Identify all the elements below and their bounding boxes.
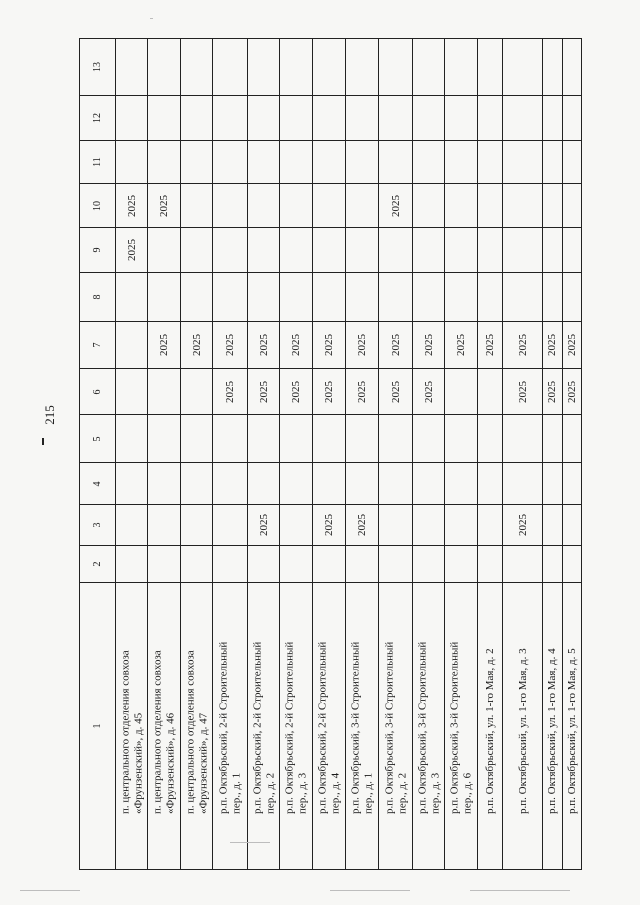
- address-cell: [562, 583, 582, 870]
- year-cell: [445, 228, 478, 273]
- year-cell: [181, 415, 213, 463]
- year-cell: [413, 228, 445, 273]
- year-cell: [478, 184, 503, 228]
- year-cell: [248, 273, 280, 322]
- year-cell: [543, 39, 563, 96]
- year-cell: [413, 505, 445, 546]
- year-cell: [116, 228, 148, 273]
- column-number-cell: [80, 583, 116, 870]
- address-cell: [213, 583, 248, 870]
- year-cell: [379, 546, 413, 583]
- address-cell: [346, 583, 379, 870]
- year-cell: [213, 273, 248, 322]
- year-cell: [379, 39, 413, 96]
- year-value: 2025: [565, 334, 578, 356]
- year-cell: [148, 184, 181, 228]
- year-cell: [503, 463, 543, 505]
- year-cell: [413, 546, 445, 583]
- address-cell: [445, 583, 478, 870]
- year-cell: [379, 228, 413, 273]
- year-cell: [181, 505, 213, 546]
- address-cell: [116, 583, 148, 870]
- year-cell: [248, 184, 280, 228]
- year-cell: [503, 141, 543, 184]
- year-value: 2025: [389, 194, 402, 217]
- address-cell: [248, 583, 280, 870]
- year-cell: [413, 141, 445, 184]
- year-cell: [346, 369, 379, 415]
- address-text: п. центрального отделения совхоза «Фрунзенский», д. 46: [151, 650, 176, 814]
- year-cell: [313, 96, 346, 141]
- year-cell: [181, 39, 213, 96]
- year-value: 2025: [125, 194, 138, 217]
- year-cell: [181, 184, 213, 228]
- column-number: 11: [91, 157, 103, 167]
- year-cell: [478, 463, 503, 505]
- year-cell: [116, 322, 148, 369]
- year-value: 2025: [223, 334, 236, 356]
- year-cell: [148, 463, 181, 505]
- year-cell: [116, 369, 148, 415]
- column-band-13: [80, 39, 582, 96]
- year-cell: [562, 141, 582, 184]
- year-cell: [346, 415, 379, 463]
- year-cell: [543, 505, 563, 546]
- year-cell: [503, 184, 543, 228]
- column-number-cell: [80, 463, 116, 505]
- year-cell: [503, 322, 543, 369]
- year-cell: [379, 322, 413, 369]
- year-cell: [148, 369, 181, 415]
- column-number: 7: [91, 342, 103, 348]
- year-cell: [445, 369, 478, 415]
- year-cell: [248, 546, 280, 583]
- column-number: 8: [91, 294, 103, 300]
- year-cell: [445, 39, 478, 96]
- column-band-2: [80, 546, 582, 583]
- year-cell: [503, 369, 543, 415]
- column-number: 9: [91, 247, 103, 253]
- year-cell: [313, 39, 346, 96]
- year-value: 2025: [422, 380, 435, 403]
- address-text: р.п. Октябрьский, ул. 1-го Мая, д. 4: [546, 648, 558, 814]
- names-band: [80, 583, 582, 870]
- year-cell: [116, 39, 148, 96]
- year-cell: [313, 505, 346, 546]
- year-cell: [562, 415, 582, 463]
- year-cell: [445, 505, 478, 546]
- year-cell: [248, 463, 280, 505]
- year-cell: [445, 273, 478, 322]
- address-cell: [503, 583, 543, 870]
- year-cell: [413, 96, 445, 141]
- year-cell: [116, 463, 148, 505]
- year-cell: [562, 96, 582, 141]
- year-cell: [478, 546, 503, 583]
- year-cell: [116, 505, 148, 546]
- year-cell: [562, 546, 582, 583]
- year-cell: [181, 463, 213, 505]
- column-band-4: [80, 463, 582, 505]
- year-cell: [248, 322, 280, 369]
- year-cell: [280, 96, 313, 141]
- year-cell: [478, 141, 503, 184]
- column-number-cell: [80, 39, 116, 96]
- address-text: п. центрального отделения совхоза «Фрунзенский», д. 47: [184, 650, 209, 814]
- year-cell: [313, 273, 346, 322]
- address-text: р.п. Октябрьский, 2-й Строительный пер., д. 1: [217, 641, 242, 814]
- scan-speck: [230, 842, 270, 843]
- year-cell: [346, 228, 379, 273]
- address-cell: [379, 583, 413, 870]
- year-value: 2025: [223, 380, 236, 403]
- year-cell: [413, 39, 445, 96]
- year-cell: [543, 184, 563, 228]
- year-cell: [213, 463, 248, 505]
- year-cell: [445, 96, 478, 141]
- year-cell: [379, 505, 413, 546]
- year-cell: [445, 184, 478, 228]
- year-value: 2025: [516, 514, 529, 536]
- year-cell: [413, 463, 445, 505]
- year-cell: [503, 415, 543, 463]
- year-cell: [280, 39, 313, 96]
- year-cell: [543, 228, 563, 273]
- year-cell: [181, 322, 213, 369]
- year-cell: [445, 546, 478, 583]
- year-cell: [543, 463, 563, 505]
- year-cell: [116, 546, 148, 583]
- column-number: 3: [91, 522, 103, 528]
- page-number: [38, 398, 62, 432]
- column-number-cell: [80, 273, 116, 322]
- year-cell: [280, 228, 313, 273]
- year-cell: [116, 96, 148, 141]
- year-cell: [280, 505, 313, 546]
- year-cell: [413, 184, 445, 228]
- year-cell: [503, 546, 543, 583]
- year-value: 2025: [355, 334, 368, 356]
- year-cell: [346, 184, 379, 228]
- scan-speck: [20, 890, 80, 891]
- address-text: п. центрального отделения совхоза «Фрунзенский», д. 45: [119, 650, 144, 814]
- year-cell: [248, 96, 280, 141]
- year-cell: [116, 415, 148, 463]
- year-cell: [313, 184, 346, 228]
- year-cell: [116, 141, 148, 184]
- year-cell: [543, 322, 563, 369]
- year-cell: [181, 546, 213, 583]
- address-cell: [413, 583, 445, 870]
- year-cell: [148, 228, 181, 273]
- year-value: 2025: [422, 334, 435, 356]
- year-cell: [313, 141, 346, 184]
- address-text: р.п. Октябрьский, ул. 1-го Мая, д. 3: [516, 648, 529, 814]
- year-value: 2025: [125, 239, 138, 261]
- year-cell: [280, 141, 313, 184]
- year-cell: [213, 228, 248, 273]
- year-cell: [148, 273, 181, 322]
- address-text: р.п. Октябрьский, ул. 1-го Мая, д. 5: [565, 648, 578, 814]
- column-number-cell: [80, 369, 116, 415]
- column-band-8: [80, 273, 582, 322]
- year-value: 2025: [257, 334, 270, 356]
- column-number: 5: [91, 436, 103, 441]
- year-cell: [148, 96, 181, 141]
- year-value: 2025: [355, 514, 368, 536]
- year-cell: [346, 141, 379, 184]
- year-cell: [413, 369, 445, 415]
- address-text: р.п. Октябрьский, 2-й Строительный пер., д. 4: [316, 641, 341, 814]
- year-value: 2025: [546, 334, 558, 356]
- address-text: р.п. Октябрьский, 3-й Строительный пер., д. 1: [349, 641, 374, 814]
- year-cell: [213, 322, 248, 369]
- address-text: р.п. Октябрьский, 2-й Строительный пер., д. 2: [251, 641, 276, 814]
- year-cell: [248, 228, 280, 273]
- address-cell: [280, 583, 313, 870]
- year-value: 2025: [322, 514, 335, 536]
- column-band-7: [80, 322, 582, 369]
- year-cell: [478, 273, 503, 322]
- address-cell: [543, 583, 563, 870]
- year-cell: [379, 184, 413, 228]
- year-cell: [280, 463, 313, 505]
- year-cell: [148, 39, 181, 96]
- year-cell: [503, 39, 543, 96]
- year-cell: [213, 505, 248, 546]
- year-value: 2025: [322, 380, 335, 403]
- address-cell: [181, 583, 213, 870]
- column-number-cell: [80, 322, 116, 369]
- year-cell: [379, 273, 413, 322]
- year-cell: [503, 228, 543, 273]
- year-cell: [478, 39, 503, 96]
- column-number: 2: [91, 561, 103, 567]
- year-cell: [181, 273, 213, 322]
- year-cell: [248, 369, 280, 415]
- year-cell: [543, 546, 563, 583]
- year-value: 2025: [257, 514, 270, 536]
- year-cell: [478, 228, 503, 273]
- address-cell: [478, 583, 503, 870]
- year-cell: [503, 96, 543, 141]
- year-cell: [213, 184, 248, 228]
- year-cell: [543, 273, 563, 322]
- year-cell: [116, 184, 148, 228]
- year-cell: [213, 546, 248, 583]
- scan-speck: [150, 18, 153, 19]
- column-number-cell: [80, 228, 116, 273]
- scan-speck: [330, 890, 410, 891]
- year-cell: [148, 322, 181, 369]
- year-cell: [379, 141, 413, 184]
- address-cell: [148, 583, 181, 870]
- address-cell: [313, 583, 346, 870]
- column-band-9: [80, 228, 582, 273]
- year-cell: [543, 141, 563, 184]
- year-cell: [379, 369, 413, 415]
- year-cell: [543, 369, 563, 415]
- year-cell: [280, 184, 313, 228]
- year-cell: [346, 39, 379, 96]
- year-value: 2025: [546, 380, 558, 403]
- year-cell: [478, 96, 503, 141]
- column-band-5: [80, 415, 582, 463]
- year-value: 2025: [516, 334, 529, 356]
- year-cell: [562, 322, 582, 369]
- year-cell: [346, 463, 379, 505]
- address-text: р.п. Октябрьский, ул. 1-го Мая, д. 2: [483, 648, 496, 814]
- year-cell: [543, 96, 563, 141]
- year-cell: [478, 505, 503, 546]
- year-cell: [181, 228, 213, 273]
- year-cell: [478, 415, 503, 463]
- year-cell: [280, 369, 313, 415]
- year-cell: [280, 322, 313, 369]
- year-cell: [213, 141, 248, 184]
- year-cell: [503, 505, 543, 546]
- year-cell: [313, 322, 346, 369]
- year-cell: [248, 141, 280, 184]
- year-cell: [213, 415, 248, 463]
- year-cell: [280, 546, 313, 583]
- year-cell: [346, 505, 379, 546]
- year-cell: [346, 273, 379, 322]
- year-cell: [562, 369, 582, 415]
- schedule-table: [79, 38, 582, 870]
- year-cell: [445, 322, 478, 369]
- column-band-10: [80, 184, 582, 228]
- year-cell: [445, 415, 478, 463]
- year-cell: [562, 228, 582, 273]
- year-cell: [148, 415, 181, 463]
- year-value: 2025: [157, 334, 170, 356]
- year-cell: [181, 96, 213, 141]
- year-value: 2025: [190, 334, 203, 356]
- year-cell: [413, 322, 445, 369]
- year-cell: [379, 96, 413, 141]
- address-text: р.п. Октябрьский, 2-й Строительный пер., д. 3: [283, 641, 308, 814]
- year-cell: [280, 273, 313, 322]
- pen-mark: [42, 438, 44, 445]
- year-cell: [313, 369, 346, 415]
- year-cell: [213, 369, 248, 415]
- year-value: 2025: [322, 334, 335, 356]
- year-cell: [346, 322, 379, 369]
- page-number-text: 215: [42, 405, 57, 425]
- year-value: 2025: [289, 334, 302, 356]
- year-cell: [116, 273, 148, 322]
- year-cell: [379, 463, 413, 505]
- year-cell: [313, 546, 346, 583]
- column-number: 12: [91, 113, 103, 123]
- year-cell: [445, 463, 478, 505]
- year-cell: [248, 415, 280, 463]
- year-value: 2025: [454, 334, 467, 356]
- year-cell: [313, 228, 346, 273]
- year-cell: [379, 415, 413, 463]
- year-cell: [543, 415, 563, 463]
- column-band-6: [80, 369, 582, 415]
- column-number-cell: [80, 141, 116, 184]
- year-value: 2025: [389, 334, 402, 356]
- year-cell: [562, 39, 582, 96]
- year-cell: [148, 141, 181, 184]
- year-cell: [213, 96, 248, 141]
- year-value: 2025: [389, 380, 402, 403]
- column-number-cell: [80, 505, 116, 546]
- year-value: 2025: [157, 194, 170, 217]
- year-cell: [181, 369, 213, 415]
- year-cell: [503, 273, 543, 322]
- column-number-cell: [80, 546, 116, 583]
- column-number: 4: [91, 481, 103, 486]
- column-number-cell: [80, 415, 116, 463]
- year-cell: [248, 39, 280, 96]
- address-text: р.п. Октябрьский, 3-й Строительный пер., д. 6: [448, 641, 473, 814]
- address-text: р.п. Октябрьский, 3-й Строительный пер., д. 3: [416, 641, 441, 814]
- year-cell: [413, 415, 445, 463]
- year-cell: [313, 463, 346, 505]
- column-band-3: [80, 505, 582, 546]
- column-number: 6: [91, 389, 103, 394]
- year-cell: [346, 96, 379, 141]
- year-cell: [478, 369, 503, 415]
- year-cell: [148, 505, 181, 546]
- year-cell: [313, 415, 346, 463]
- year-cell: [413, 273, 445, 322]
- column-number: 1: [91, 723, 103, 729]
- year-cell: [346, 546, 379, 583]
- column-number-cell: [80, 96, 116, 141]
- column-number-cell: [80, 184, 116, 228]
- year-value: 2025: [257, 380, 270, 403]
- year-cell: [148, 546, 181, 583]
- column-band-12: [80, 96, 582, 141]
- year-cell: [562, 463, 582, 505]
- year-cell: [562, 273, 582, 322]
- column-number: 10: [91, 200, 103, 211]
- year-cell: [562, 505, 582, 546]
- year-value: 2025: [355, 380, 368, 403]
- address-text: р.п. Октябрьский, 3-й Строительный пер., д. 2: [383, 641, 408, 814]
- year-cell: [478, 322, 503, 369]
- column-number: 13: [91, 62, 103, 72]
- column-band-11: [80, 141, 582, 184]
- year-cell: [213, 39, 248, 96]
- year-cell: [181, 141, 213, 184]
- year-value: 2025: [483, 334, 496, 356]
- year-cell: [248, 505, 280, 546]
- year-value: 2025: [289, 380, 302, 403]
- year-cell: [445, 141, 478, 184]
- year-value: 2025: [565, 380, 578, 403]
- year-value: 2025: [516, 380, 529, 403]
- scan-speck: [470, 890, 570, 891]
- year-cell: [280, 415, 313, 463]
- year-cell: [562, 184, 582, 228]
